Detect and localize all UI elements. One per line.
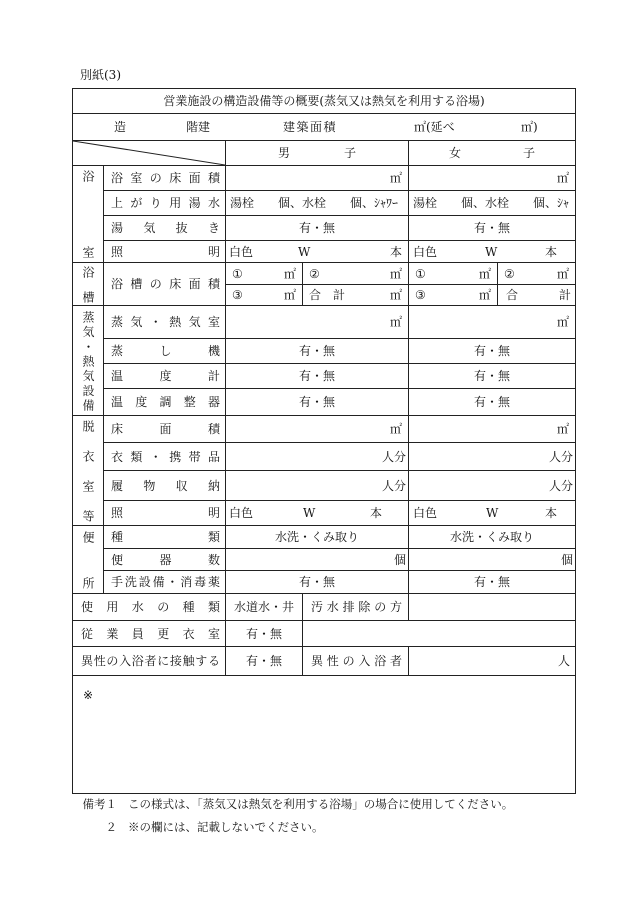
note-number: ２: [105, 820, 117, 834]
bath-lighting-female: [409, 241, 576, 263]
lighting-count-unit: 本: [370, 506, 383, 520]
label-cell: [104, 241, 226, 263]
header-corner-cell: [73, 141, 226, 166]
tub-male-3: [226, 285, 303, 306]
toilet-type-label: 種類: [111, 530, 220, 544]
belongings-male: 人分: [226, 443, 409, 471]
lighting-watt-unit: W: [303, 506, 316, 520]
dressing-floor-row: [73, 416, 576, 443]
area-unit: ㎡: [478, 288, 491, 302]
tub-category: 浴槽: [81, 265, 95, 303]
dressing-lighting-label: 照明: [111, 506, 220, 520]
area-unit: ㎡: [556, 266, 569, 281]
dressing-category: 脱衣室等: [81, 419, 95, 522]
tub-total-label: 合計: [309, 288, 345, 302]
facility-overview-form: [72, 88, 576, 794]
tub-male-2: [303, 263, 409, 285]
controller-row: [73, 389, 576, 416]
tub-number: ③: [415, 288, 426, 302]
lighting-watt-unit: W: [485, 244, 498, 259]
tub-female-3: [409, 285, 498, 306]
bath-floor-area-label: 浴室の床面積: [111, 171, 220, 185]
attendant-unit: 人: [409, 647, 576, 676]
steam-vent-male: 有・無: [226, 216, 409, 241]
structure-suffix: 造: [114, 120, 127, 134]
opposite-sex-label: 異性の入浴者に接触する: [81, 654, 220, 668]
lighting-count-unit: 本: [389, 244, 402, 259]
tub-area-label: 浴槽の床面積: [111, 277, 220, 291]
lighting-line: [226, 245, 408, 259]
toilet-fixtures-row: [73, 549, 576, 571]
staff-room-value: 有・無: [226, 621, 303, 647]
attendant-label-cell: [303, 647, 409, 676]
steam-category-cell: [73, 306, 104, 416]
lighting-watt-unit: W: [486, 506, 499, 520]
dressing-lighting-female: [409, 501, 576, 526]
bathroom-category-cell: [73, 166, 104, 263]
label-cell: [73, 621, 226, 647]
hot-water-row: [73, 191, 576, 216]
toilet-fixtures-female: 個: [409, 549, 576, 571]
staff-room-row: [73, 621, 576, 647]
building-area-label: 建築面積: [283, 120, 338, 134]
label-cell: [73, 594, 226, 621]
female-header: 女子: [449, 146, 535, 160]
blank-cell: [303, 621, 576, 647]
dressing-floor-female: ㎡: [409, 416, 576, 443]
handwash-label: 手洗設備・消毒薬: [111, 575, 220, 589]
thermometer-label: 温度計: [111, 369, 220, 383]
male-header: 男子: [278, 146, 356, 160]
lighting-count-unit: 本: [544, 506, 557, 520]
opposite-sex-row: [73, 647, 576, 676]
tub-female-total: [498, 285, 576, 306]
attendant-label: 異性の入浴者: [311, 654, 402, 668]
hot-water-male: 湯栓 個、水栓 個、ｼｬﾜｰ: [226, 191, 409, 216]
building-row: [73, 114, 576, 141]
note-text: この様式は、「蒸気又は熱気を利用する浴場」の場合に使用してください。: [128, 797, 514, 811]
bath-floor-area-female: ㎡: [409, 166, 576, 191]
label-cell: [104, 339, 226, 364]
belongings-label: 衣類・携帯品: [111, 449, 220, 464]
label-cell: [104, 501, 226, 526]
bath-floor-area-row: [73, 166, 576, 191]
toilet-category-cell: [73, 526, 104, 594]
office-use-row: [73, 676, 576, 794]
opposite-sex-value: 有・無: [226, 647, 303, 676]
lighting-color: 白色: [413, 506, 438, 520]
header-row: [73, 141, 576, 166]
tub-number: ③: [232, 288, 243, 302]
attachment-label: 別紙(3): [80, 68, 121, 82]
dressing-floor-male: ㎡: [226, 416, 409, 443]
label-cell: [104, 364, 226, 389]
water-supply-label: 使用水の種類: [81, 600, 220, 614]
steamer-female: 有・無: [409, 339, 576, 364]
male-header-cell: [226, 141, 409, 166]
toilet-fixtures-male: 個: [226, 549, 409, 571]
steam-room-row: [73, 306, 576, 339]
title-row: [73, 89, 576, 114]
dressing-lighting-row: [73, 501, 576, 526]
tub-number: ①: [415, 266, 426, 281]
bathroom-category: 浴室: [81, 170, 95, 258]
steamer-row: [73, 339, 576, 364]
note-text: ※の欄には、記載しないでください。: [128, 820, 324, 834]
handwash-female: 有・無: [409, 571, 576, 594]
toilet-type-female: 水洗・くみ取り: [409, 526, 576, 549]
area-unit: ㎡: [389, 288, 402, 302]
toilet-fixtures-label: 便器数: [111, 552, 220, 567]
tub-total-label: 合計: [506, 288, 571, 302]
label-cell: [104, 416, 226, 443]
steam-room-female: ㎡: [409, 306, 576, 339]
steam-vent-female: 有・無: [409, 216, 576, 241]
area-unit: ㎡: [389, 266, 402, 281]
tub-row-1: [73, 263, 576, 285]
belongings-female: 人分: [409, 443, 576, 471]
diagonal-line: [73, 141, 225, 165]
water-supply-value: 水道水・井: [226, 594, 303, 621]
blank-cell: [409, 594, 576, 621]
steam-vent-label: 湯気抜き: [111, 221, 220, 235]
hot-water-label: 上がり用湯水: [111, 196, 220, 210]
building-line: [73, 120, 575, 134]
note-number: 備考１: [82, 797, 117, 811]
label-cell: [104, 216, 226, 241]
bath-lighting-male: [226, 241, 409, 263]
label-cell: [104, 263, 226, 306]
controller-label: 温度調整器: [111, 395, 220, 409]
steamer-male: 有・無: [226, 339, 409, 364]
handwash-row: [73, 571, 576, 594]
water-supply-row: [73, 594, 576, 621]
shoes-female: 人分: [409, 471, 576, 501]
lighting-line: [409, 245, 575, 259]
tub-female-2: [498, 263, 576, 285]
steam-room-male: ㎡: [226, 306, 409, 339]
thermometer-female: 有・無: [409, 364, 576, 389]
label-cell: [104, 443, 226, 471]
belongings-row: [73, 443, 576, 471]
shoes-male: 人分: [226, 471, 409, 501]
dressing-category-cell: [73, 416, 104, 526]
drainage-label: 汚水排除の方: [311, 600, 402, 614]
area-unit: ㎡: [283, 288, 296, 302]
toilet-type-row: [73, 526, 576, 549]
tub-number: ②: [309, 266, 320, 281]
controller-female: 有・無: [409, 389, 576, 416]
label-cell: [104, 471, 226, 501]
label-cell: [104, 306, 226, 339]
tub-male-total: [303, 285, 409, 306]
tub-category-cell: [73, 263, 104, 306]
building-cell: [73, 114, 576, 141]
form-title: 営業施設の構造設備等の概要(蒸気又は熱気を利用する浴場): [73, 89, 576, 114]
building-area-close-unit: ㎡): [521, 120, 538, 134]
lighting-line: [226, 506, 408, 520]
lighting-color: 白色: [229, 506, 254, 520]
hot-water-female: 湯栓 個、水栓 個、ｼｬ: [409, 191, 576, 216]
office-use-mark: ※: [73, 676, 576, 794]
female-header-cell: [409, 141, 576, 166]
tub-male-1: [226, 263, 303, 285]
lighting-line: [409, 506, 575, 520]
thermometer-row: [73, 364, 576, 389]
dressing-lighting-male: [226, 501, 409, 526]
steamer-label: 蒸し機: [111, 344, 220, 358]
lighting-color: 白色: [413, 244, 438, 259]
bath-floor-area-male: ㎡: [226, 166, 409, 191]
steam-vent-row: [73, 216, 576, 241]
label-cell: [104, 166, 226, 191]
shoes-label: 履物収納: [111, 478, 220, 493]
area-unit: ㎡: [283, 266, 296, 281]
label-cell: [104, 549, 226, 571]
toilet-category: 便所: [81, 530, 95, 589]
steam-room-label: 蒸気・熱気室: [111, 315, 220, 329]
building-area-total-unit: ㎡(延べ: [414, 120, 455, 134]
lighting-watt-unit: W: [298, 244, 311, 259]
thermometer-male: 有・無: [226, 364, 409, 389]
label-cell: [104, 571, 226, 594]
dressing-floor-label: 床面積: [111, 422, 220, 436]
toilet-type-male: 水洗・くみ取り: [226, 526, 409, 549]
lighting-count-unit: 本: [544, 244, 557, 259]
tub-female-1: [409, 263, 498, 285]
steam-category: 蒸気・熱気設備: [81, 310, 95, 411]
staff-room-label: 従業員更衣室: [81, 626, 220, 641]
lighting-color: 白色: [229, 244, 254, 259]
controller-male: 有・無: [226, 389, 409, 416]
area-unit: ㎡: [478, 266, 491, 281]
shoes-row: [73, 471, 576, 501]
label-cell: [104, 191, 226, 216]
bath-lighting-row: [73, 241, 576, 263]
tub-number: ①: [232, 266, 243, 281]
label-cell: [104, 526, 226, 549]
drainage-label-cell: [303, 594, 409, 621]
label-cell: [104, 389, 226, 416]
notes: [80, 797, 513, 834]
floors-suffix: 階建: [186, 120, 211, 134]
bath-lighting-label: 照明: [111, 244, 220, 259]
tub-number: ②: [504, 266, 515, 281]
label-cell: [73, 647, 226, 676]
handwash-male: 有・無: [226, 571, 409, 594]
